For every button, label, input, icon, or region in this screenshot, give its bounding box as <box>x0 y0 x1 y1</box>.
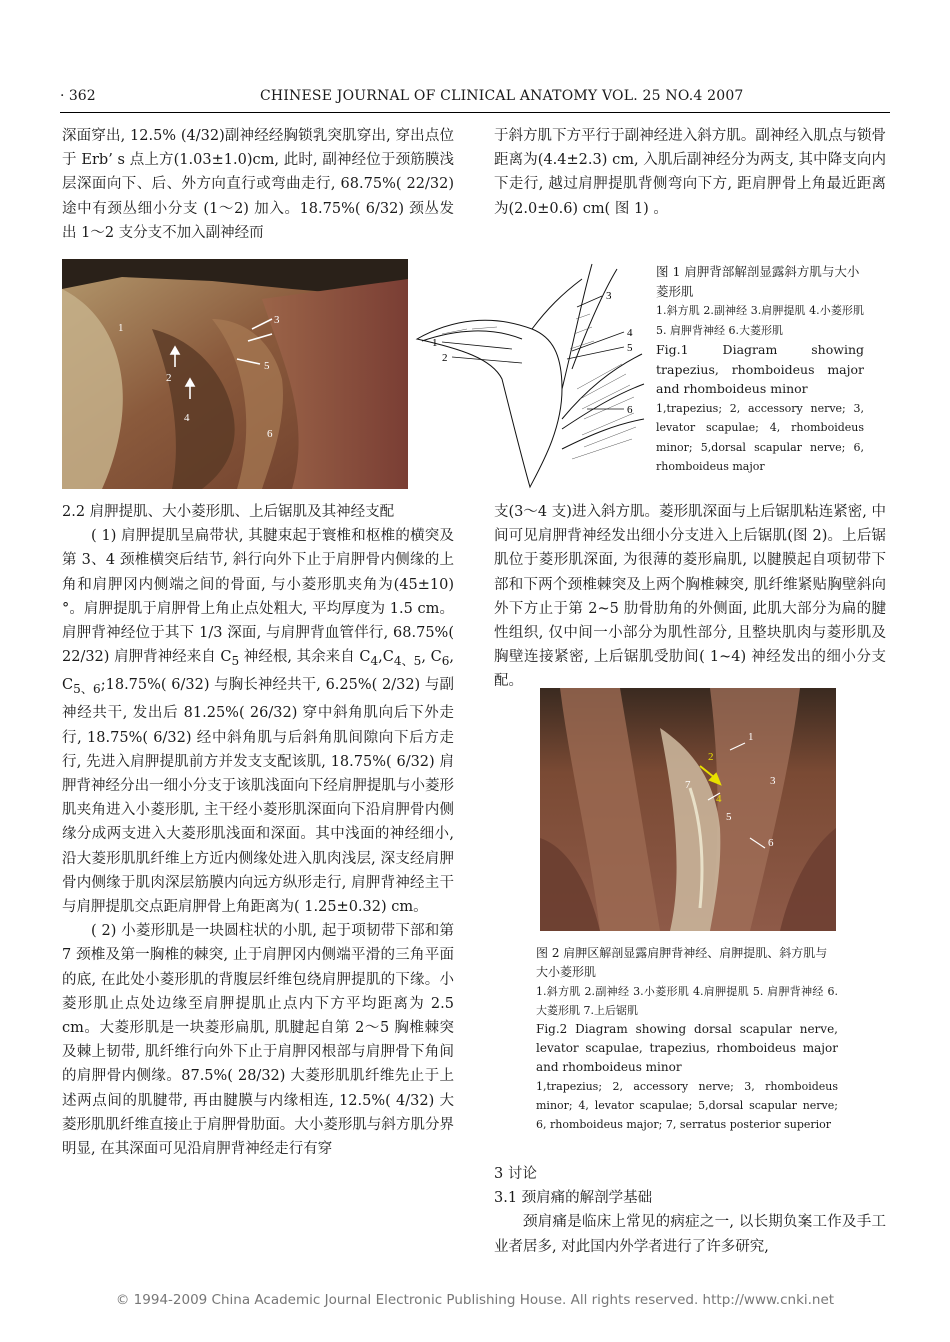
figure2-caption-cn-title: 图 2 肩胛区解剖显露肩胛背神经、肩胛提肌、斜方肌与大小菱形肌 <box>536 946 828 979</box>
copyright-footer: © 1994-2009 China Academic Journal Electronic Publishing House. All rights reserved. http://www.cnki.net <box>115 1292 835 1308</box>
section-heading-3-1: 3.1 颈肩痛的解剖学基础 <box>494 1190 653 1207</box>
fig1-photo-label: 6 <box>267 428 273 440</box>
paragraph: ( 2) 小菱形肌是一块圆柱状的小肌, 起于项韧带下部和第 7 颈椎及第一胸椎的棘突, 止于肩胛冈内侧端平滑的三角平面的底, 在此处小菱形肌的背腹层纤维包绕肩胛提肌的下缘。小菱形肌止点处边缘至肩胛提肌止点内下方平均距离为 2.5 cm。大菱形肌是一块菱形扁肌, 肌腱起自第 2～5 胸椎棘突及棘上韧带, 肌纤维行向外下止于肩胛冈根部与肩胛骨下角间的肩胛骨内侧缘。87.5%( 28/32) 大菱形肌肌纤维先止于上述两点间的肌腱带, 再由腱膜与内缘相连, 12.5%( 4/32) 大菱形肌肌纤维直接止于肩胛骨肋面。大小菱形肌与斜方肌分界明显, 在其深面可见沿肩胛背神经走行有穿 <box>62 923 454 1158</box>
fig1-photo-label: 5 <box>264 360 270 372</box>
figure1-photo <box>62 259 408 489</box>
fig1-photo-label: 2 <box>166 372 172 384</box>
paragraph: ( 1) 肩胛提肌呈扁带状, 其腱束起于寰椎和枢椎的横突及第 3、4 颈椎横突后结节, 斜行向外下止于肩胛骨内侧缘的上角和肩胛冈内侧端之间的骨面, 与小菱形肌夹角为(45±10)°。肩胛提肌于肩胛骨上角止点处粗大, 平均厚度为 1.5 cm。肩胛背神经位于其下 1/3 深面, 与肩胛背血管伴行, 68.75%( 22/32) 肩胛背神经来自 $C_5$ 神经根, 其余来自 $C_4,C_{4、5}$, $C_6$, $C_{5、6};18.75\%$( 6/32) 与胸长神经共干, 6.25%( 2/32) 与副神经共干, 发出后 81.25%( 26/32) 穿中斜角肌向后下外走行, 18.75%( 6/32) 经中斜角肌与后斜角肌间隙向下后方走行, 先进入肩胛提肌前方并发支支配该肌, 18.75%( 6/32) 肩胛背神经分出一细小分支于该肌浅面向下经肩胛提肌与小菱形肌夹角进入小菱形肌, 主干经小菱形肌深面向下沿肩胛骨内侧缘分成两支进入大菱形肌浅面和深面。其中浅面的神经细小, 沿大菱形肌肌纤维上方近内侧缘处进入肌肉浅层, 深支经肩胛骨内侧缘于肌肉深层筋膜内向远方纵形走行, 肩胛背神经主干与肩胛提肌交点距肩胛骨上角距离为( 1.25±0.32) cm。 <box>62 528 454 916</box>
left-column-top <box>62 124 454 245</box>
running-header <box>60 88 890 110</box>
paragraph: 支(3～4 支)进入斜方肌。菱形肌深面与上后锯肌粘连紧密, 中间可见肩胛背神经发出细小分支进入上后锯肌(图 2)。上后锯肌位于菱形肌深面, 为很薄的菱形扁肌, 以腱膜起自项韧带下部和下两个颈椎棘突及上两个胸椎棘突, 肌纤维紧贴胸壁斜向外下方止于第 2~5 肋骨肋角的外侧面, 此肌大部分为扁的腱性组织, 仅中间一小部分为肌性部分, 且整块肌肉与菱形肌及胸壁连接紧密, 上后锯肌受肋间( 1~4) 神经发出的细小分支配。 <box>494 504 886 690</box>
header-rule <box>60 112 890 113</box>
figure2-caption <box>536 944 838 1134</box>
figure1-drawing <box>412 259 647 489</box>
figure2-photo <box>540 688 836 931</box>
paragraph: 颈肩痛是临床上常见的病症之一, 以长期负案工作及手工业者居多, 对此国内外学者进行了许多研究, <box>494 1214 886 1255</box>
fig2-photo-label: 6 <box>768 837 774 849</box>
right-column-top <box>494 124 886 221</box>
page-number: · 362 <box>60 88 96 104</box>
fig2-photo-label: 4 <box>716 793 722 805</box>
figure1-caption-en-items: 1,trapezius; 2, accessory nerve; 3, levator scapulae; 4, rhomboideus minor; 5,dorsal scapular nerve; 6, rhomboideus major <box>656 401 864 473</box>
fig1-photo-label: 4 <box>184 412 190 424</box>
paragraph: 深面穿出, 12.5% (4/32)副神经经胸锁乳突肌穿出, 穿出点位于 Erb’ s 点上方(1.03±1.0)cm, 此时, 副神经位于颈筋膜浅层深面向下、后、外方向直行或弯曲走行, 68.75%( 22/32) 途中有颈丛细小分支 (1～2) 加入。18.75%( 6/32) 颈丛发出 1～2 支分支不加入副神经而 <box>62 128 454 241</box>
right-column-body <box>494 500 886 694</box>
figure1-caption <box>656 262 864 477</box>
fig1-photo-label: 3 <box>274 314 280 326</box>
section-heading-3: 3 讨论 <box>494 1166 537 1182</box>
fig2-photo-label: 3 <box>770 775 776 787</box>
fig1-drawing-label: 5 <box>627 342 633 354</box>
fig1-drawing-label: 3 <box>606 290 612 302</box>
figure1-caption-en-title: Fig.1 Diagram showing trapezius, rhomboideus major and rhomboideus minor <box>656 342 864 396</box>
section-heading-2-2: 2.2 肩胛提肌、大小菱形肌、上后锯肌及其神经支配 <box>62 504 395 520</box>
journal-title: CHINESE JOURNAL OF CLINICAL ANATOMY VOL. 25 NO.4 2007 <box>260 88 744 104</box>
fig1-drawing-label: 1 <box>432 337 438 349</box>
left-column-body <box>62 500 454 1161</box>
figure2-caption-en-items: 1,trapezius; 2, accessory nerve; 3, rhomboideus minor; 4, levator scapulae; 5,dorsal scapular nerve; 6, rhomboideus major; 7, serratus posterior superior <box>536 1080 838 1131</box>
fig2-photo-label: 2 <box>708 751 714 763</box>
fig1-drawing-label: 2 <box>442 352 448 364</box>
figure2-caption-en-title: Fig.2 Diagram showing dorsal scapular nerve, levator scapulae, trapezius, rhomboideus major and rhomboideus minor <box>536 1022 838 1074</box>
fig2-photo-label: 1 <box>748 731 754 743</box>
figure1-caption-cn-items: 1.斜方肌 2.副神经 3.肩胛提肌 4.小菱形肌 5. 肩胛背神经 6.大菱形肌 <box>656 304 864 337</box>
fig1-drawing-label: 6 <box>627 404 633 416</box>
discussion-section <box>494 1162 886 1259</box>
fig1-photo-label: 1 <box>118 322 124 334</box>
fig2-photo-label: 7 <box>685 779 691 791</box>
fig2-photo-label: 5 <box>726 811 732 823</box>
paragraph: 于斜方肌下方平行于副神经进入斜方肌。副神经入肌点与锁骨距离为(4.4±2.3) cm, 入肌后副神经分为两支, 其中降支向内下走行, 越过肩胛提肌背侧弯向下方, 距肩胛骨上角最近距离为(2.0±0.6) cm( 图 1) 。 <box>494 128 886 217</box>
figure2-caption-cn-items: 1.斜方肌 2.副神经 3.小菱形肌 4.肩胛提肌 5. 肩胛背神经 6.大菱形肌 7.上后锯肌 <box>536 985 838 1017</box>
figure1-caption-cn-title: 图 1 肩胛背部解剖显露斜方肌与大小菱形肌 <box>656 264 860 299</box>
fig1-drawing-label: 4 <box>627 327 633 339</box>
